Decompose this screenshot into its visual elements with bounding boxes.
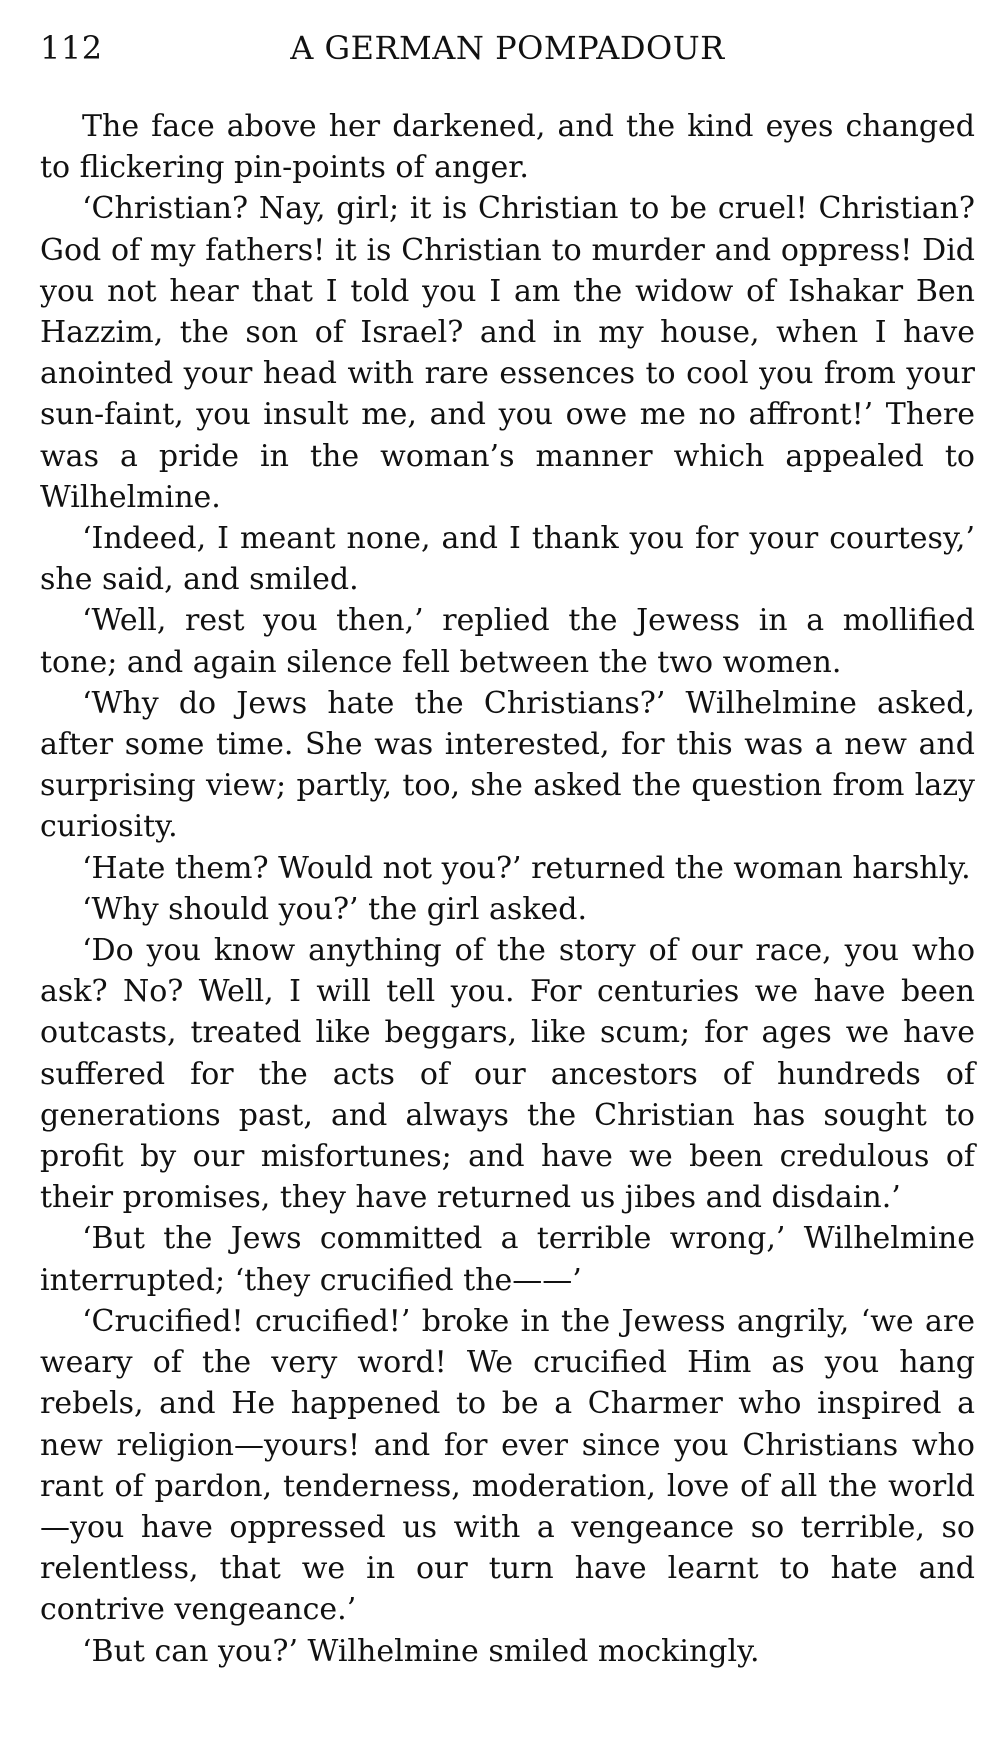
paragraph: ‘Why do Jews hate the Christians?’ Wilhelmine asked, after some time. She was interested, for this was a new and surprising view; partly, too, she asked the question from lazy curiosity. (40, 685, 975, 845)
paragraph: ‘Indeed, I meant none, and I thank you for your courtesy,’ she said, and smiled. (40, 521, 975, 598)
paragraph: ‘But the Jews committed a terrible wrong,’ Wilhelmine interrupted; ‘they crucified the——’ (40, 1221, 975, 1298)
paragraph: ‘Well, rest you then,’ replied the Jewess in a mollified tone; and again silence fell between the two women. (40, 603, 975, 680)
paragraph: The face above her darkened, and the kind eyes changed to flickering pin-points of anger. (40, 109, 975, 186)
page-header (40, 28, 975, 86)
body-text (40, 106, 975, 1672)
paragraph: ‘But can you?’ Wilhelmine smiled mockingly. (82, 1633, 760, 1669)
page-number: 112 (40, 29, 103, 67)
paragraph: ‘Hate them? Would not you?’ returned the woman harshly. (82, 850, 971, 886)
book-page (40, 28, 975, 1728)
paragraph: ‘Why should you?’ the girl asked. (82, 891, 587, 927)
running-title: A GERMAN POMPADOUR (290, 29, 725, 67)
paragraph: ‘Crucified! crucified!’ broke in the Jewess angrily, ‘we are weary of the very word! We crucified Him as you hang rebels, and He happened to be a Charmer who inspired a new religion—yours! and for ever since you Christians who rant of pardon, tenderness, moderation, love of all the world—you have oppressed us with a vengeance so terrible, so relentless, that we in our turn have learnt to hate and contrive vengeance.’ (40, 1303, 975, 1628)
paragraph: ‘Christian? Nay, girl; it is Christian to be cruel! Christian? God of my fathers! it is Christian to murder and oppress! Did you not hear that I told you I am the widow of Ishakar Ben Hazzim, the son of Israel? and in my house, when I have anointed your head with rare essences to cool you from your sun-faint, you insult me, and you owe me no affront!’ There was a pride in the woman’s manner which appealed to Wilhelmine. (40, 191, 975, 515)
paragraph: ‘Do you know anything of the story of our race, you who ask? No? Well, I will tell you. For centuries we have been outcasts, treated like beggars, like scum; for ages we have suffered for the acts of our ancestors of hundreds of generations past, and always the Christian has sought to profit by our misfortunes; and have we been credulous of their promises, they have returned us jibes and disdain.’ (40, 933, 975, 1216)
